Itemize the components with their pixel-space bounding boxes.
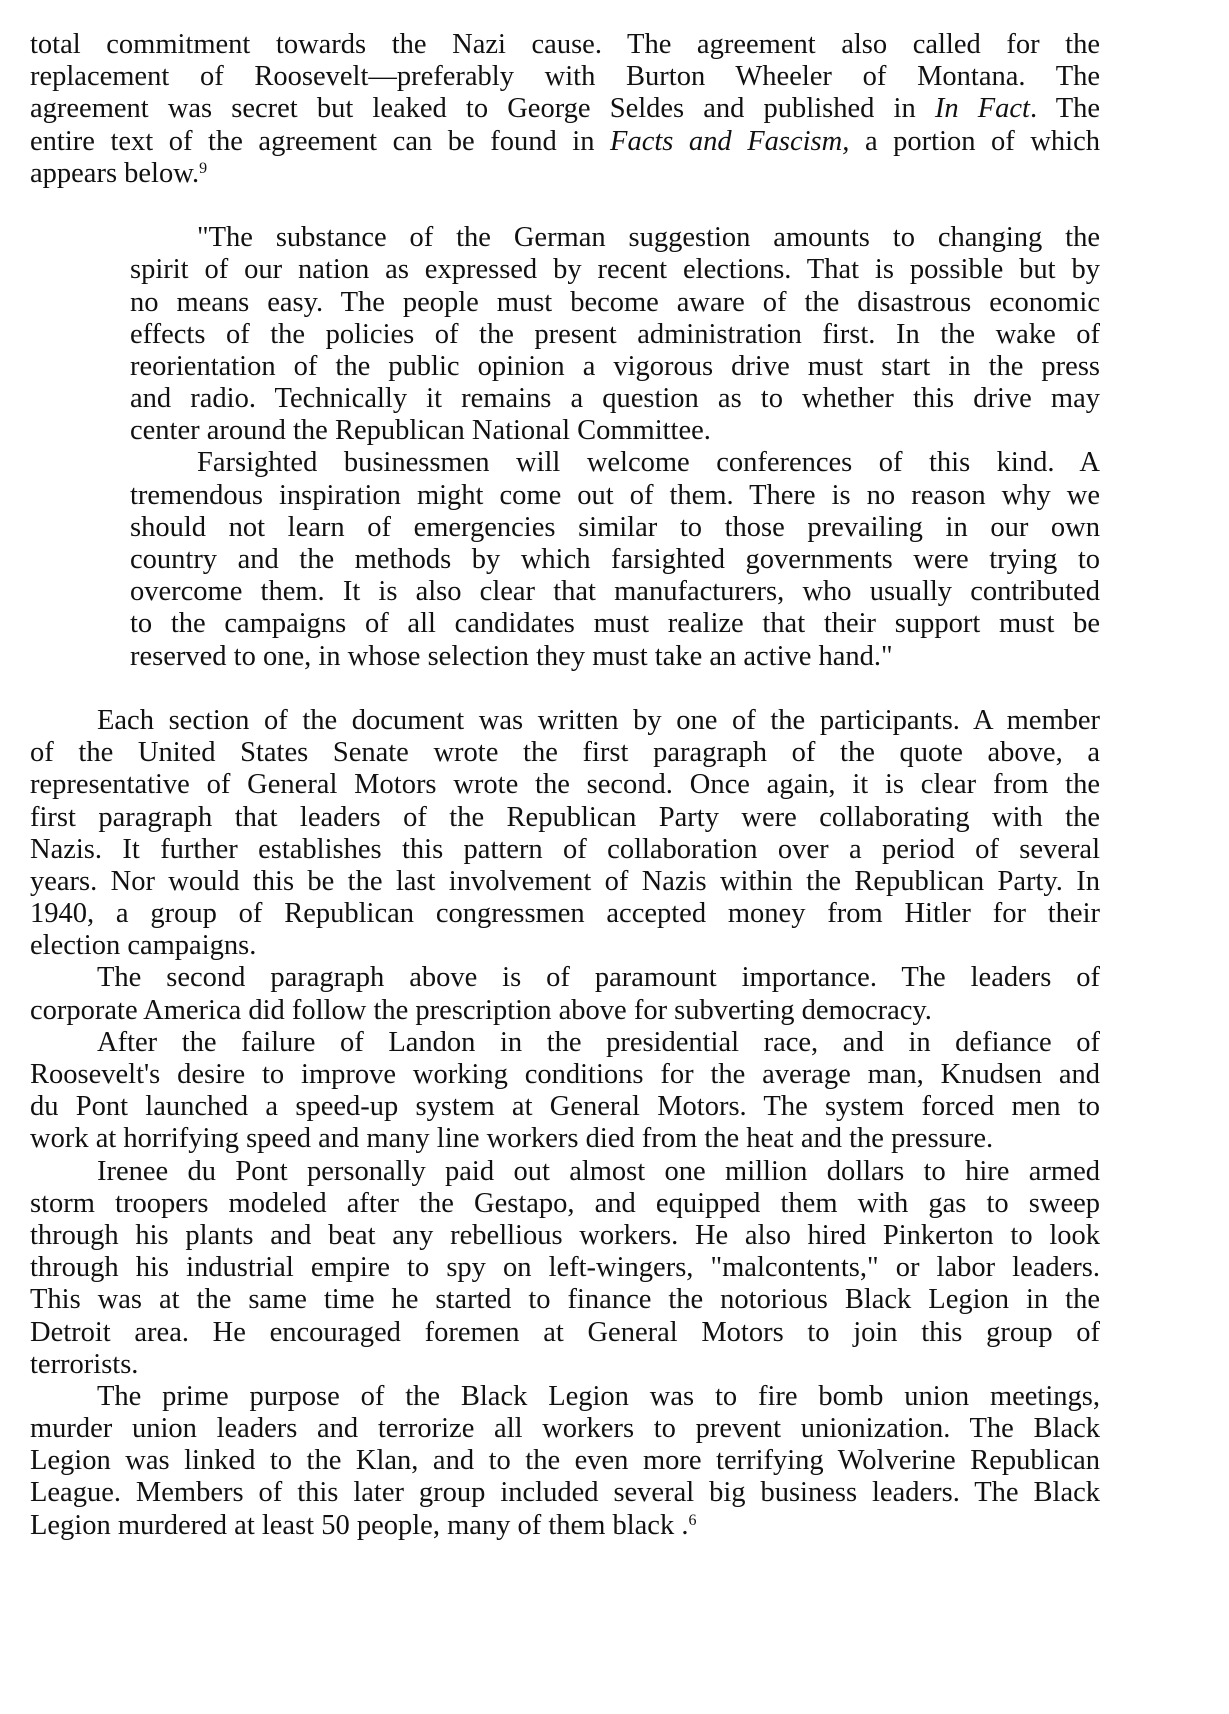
- text-line: election campaigns.: [30, 930, 257, 962]
- document-page: [30, 29, 1100, 1542]
- text-line: of the United States Senate wrote the first paragraph of the quote above, a: [30, 737, 1100, 769]
- text-line: tremendous inspiration might come out of them. There is no reason why we: [130, 479, 1100, 511]
- text-line: overcome them. It is also clear that manufacturers, who usually contributed: [130, 576, 1100, 608]
- block-quote-paragraph: [130, 222, 1100, 447]
- text-line: through his industrial empire to spy on left-wingers, "malcontents," or labor leaders.: [30, 1252, 1100, 1284]
- text-line: spirit of our nation as expressed by recent elections. That is possible but by: [130, 254, 1100, 286]
- footnote-marker: 6: [688, 1511, 697, 1529]
- text-line: [30, 126, 1100, 158]
- paragraph-gap: [30, 673, 1100, 705]
- text-line: first paragraph that leaders of the Republican Party were collaborating with the: [30, 801, 1100, 833]
- text-line: 1940, a group of Republican congressmen accepted money from Hitler for their: [30, 898, 1100, 930]
- text-line: "The substance of the German suggestion amounts to changing the: [197, 222, 1100, 254]
- body-paragraph: [30, 1027, 1100, 1156]
- text-segment: Legion murdered at least 50 people, many of them black .: [30, 1509, 689, 1541]
- text-line: years. Nor would this be the last involvement of Nazis within the Republican Party. In: [30, 865, 1100, 897]
- body-paragraph: [30, 29, 1100, 190]
- text-line: Each section of the document was written by one of the participants. A member: [97, 704, 1100, 736]
- text-line: storm troopers modeled after the Gestapo, and equipped them with gas to sweep: [30, 1187, 1100, 1219]
- text-line: work at horrifying speed and many line workers died from the heat and the pressure.: [30, 1123, 994, 1155]
- text-line: country and the methods by which farsighted governments were trying to: [130, 544, 1100, 575]
- paragraph-gap: [30, 190, 1100, 222]
- text-line: no means easy. The people must become aware of the disastrous economic: [130, 286, 1100, 318]
- text-line: du Pont launched a speed-up system at General Motors. The system forced men to: [30, 1091, 1100, 1123]
- text-line: The prime purpose of the Black Legion was to fire bomb union meetings,: [97, 1380, 1100, 1412]
- text-line: corporate America did follow the prescription above for subverting democracy.: [30, 994, 932, 1026]
- text-line: The second paragraph above is of paramount importance. The leaders of: [97, 962, 1100, 994]
- text-line: reorientation of the public opinion a vigorous drive must start in the press: [130, 350, 1100, 382]
- text-line: terrorists.: [30, 1348, 139, 1380]
- footnote-marker: 9: [199, 159, 208, 177]
- italic-title: Facts and Fascism,: [610, 125, 850, 157]
- text-line: Detroit area. He encouraged foremen at General Motors to join this group of: [30, 1316, 1100, 1348]
- text-line: Farsighted businessmen will welcome conferences of this kind. A: [197, 447, 1100, 479]
- text-segment: . The: [1029, 93, 1101, 125]
- body-paragraph: [30, 962, 1100, 1026]
- italic-title: In Fact: [934, 93, 1030, 125]
- text-line: After the failure of Landon in the presidential race, and in defiance of: [97, 1026, 1100, 1058]
- text-line: total commitment towards the Nazi cause. The agreement also called for the: [30, 29, 1100, 60]
- body-paragraph: [30, 705, 1100, 963]
- text-line: representative of General Motors wrote the second. Once again, it is clear from the: [30, 769, 1100, 801]
- text-line: [30, 1510, 1100, 1542]
- text-segment: appears below.: [30, 157, 200, 189]
- text-line: League. Members of this later group included several big business leaders. The Black: [30, 1477, 1100, 1509]
- text-line: and radio. Technically it remains a question as to whether this drive may: [130, 383, 1100, 415]
- text-line: Legion was linked to the Klan, and to the even more terrifying Wolverine Republican: [30, 1445, 1100, 1477]
- text-segment: agreement was secret but leaked to George Seldes and published in: [30, 93, 935, 125]
- block-quote-paragraph: [130, 447, 1100, 672]
- text-line: through his plants and beat any rebellious workers. He also hired Pinkerton to look: [30, 1219, 1100, 1251]
- text-line: Irenee du Pont personally paid out almost one million dollars to hire armed: [97, 1155, 1100, 1187]
- text-line: to the campaigns of all candidates must realize that their support must be: [130, 608, 1100, 640]
- text-line: Roosevelt's desire to improve working conditions for the average man, Knudsen and: [30, 1059, 1100, 1090]
- text-line: Nazis. It further establishes this pattern of collaboration over a period of several: [30, 833, 1100, 865]
- text-line: [30, 158, 1100, 190]
- text-line: effects of the policies of the present administration first. In the wake of: [130, 318, 1100, 350]
- text-line: This was at the same time he started to finance the notorious Black Legion in the: [30, 1284, 1100, 1316]
- body-paragraph: [30, 1381, 1100, 1542]
- body-paragraph: [30, 1156, 1100, 1381]
- text-line: murder union leaders and terrorize all workers to prevent unionization. The Black: [30, 1413, 1100, 1445]
- text-line: reserved to one, in whose selection they must take an active hand.": [130, 640, 893, 672]
- text-segment: a portion of which: [849, 125, 1101, 157]
- text-segment: entire text of the agreement can be found in: [30, 125, 611, 157]
- text-line: replacement of Roosevelt—preferably with Burton Wheeler of Montana. The: [30, 61, 1100, 93]
- text-line: should not learn of emergencies similar to those prevailing in our own: [130, 511, 1100, 543]
- text-line: center around the Republican National Committee.: [130, 415, 711, 447]
- text-line: [30, 93, 1100, 125]
